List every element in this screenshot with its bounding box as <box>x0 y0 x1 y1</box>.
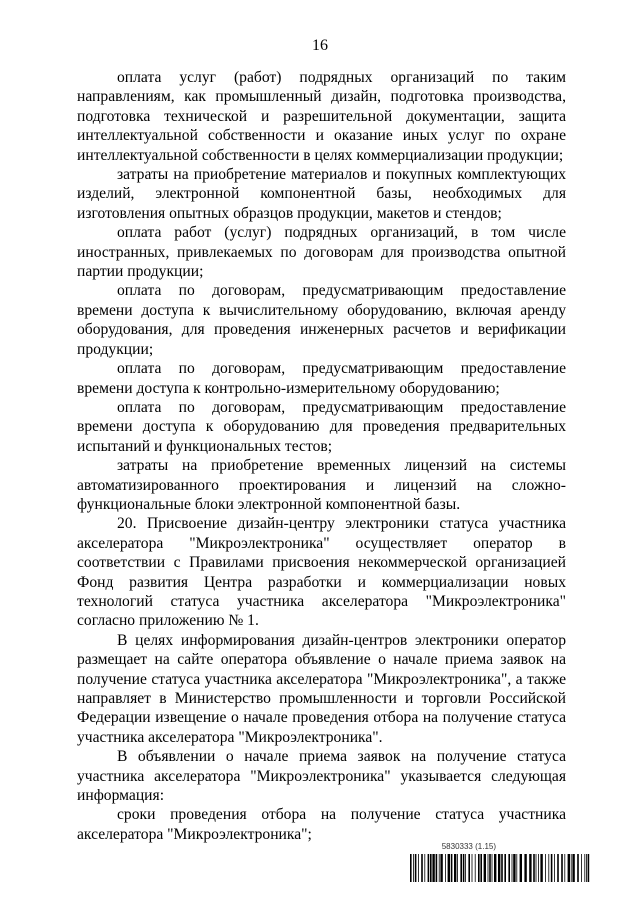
paragraph-computing-access: оплата по договорам, предусматривающим предоставление времени доступа к вычислительному оборудованию, включая аренду оборудования, для проведения инженерных расчетов и верификации продукции; <box>77 282 566 358</box>
paragraph-measurement-access: оплата по договорам, предусматривающим предоставление времени доступа к контрольно-измерительному оборудованию; <box>77 360 566 397</box>
paragraph-announcement-content: В объявлении о начале приема заявок на получение статуса участника акселератора "Микроэлектроника" указывается следующая информация: <box>77 748 566 805</box>
document-code: 5830333 (1.15) <box>441 842 496 851</box>
page-number: 16 <box>312 37 328 54</box>
document-stamp <box>410 842 590 882</box>
paragraph-selection-terms: сроки проведения отбора на получение статуса участника акселератора "Микроэлектроника"; <box>77 806 566 843</box>
paragraph-informing: В целях информирования дизайн-центров электроники оператор размещает на сайте оператора объявление о начале приема заявок на получение статуса участника акселератора "Микроэлектроника", а также направляет в Министерство промышленности и торговли Российской Федерации извещение о начале проведения отбора на получение статуса участника акселератора "Микроэлектроника". <box>77 631 566 746</box>
document-body <box>77 68 566 844</box>
paragraph-item-20: 20. Присвоение дизайн-центру электроники статуса участника акселератора "Микроэлектроника" осуществляет оператор в соответствии с Правилами присвоения некоммерческой организацией Фонд развития Центра разработки и коммерциализации новых технологий статуса участника акселератора "Микроэлектроника" согласно приложению № 1. <box>77 515 566 630</box>
paragraph-testing-access: оплата по договорам, предусматривающим предоставление времени доступа к оборудованию для проведения предварительных испытаний и функциональных тестов; <box>77 398 566 455</box>
paragraph-licenses: затраты на приобретение временных лицензий на системы автоматизированного проектирования и лицензий на сложно-функциональные блоки электронной компонентной базы. <box>77 457 566 513</box>
barcode-image <box>410 854 590 882</box>
paragraph-materials-costs: затраты на приобретение материалов и покупных комплектующих изделий, электронной компонентной базы, необходимых для изготовления опытных образцов продукции, макетов и стендов; <box>77 166 566 222</box>
paragraph-pilot-batch: оплата работ (услуг) подрядных организаций, в том числе иностранных, привлекаемых по договорам для производства опытной партии продукции; <box>77 224 566 281</box>
paragraph-contractor-services: оплата услуг (работ) подрядных организаций по таким направлениям, как промышленный дизайн, подготовка производства, подготовка технической и разрешительной документации, защита интеллектуальной собственности и оказание иных услуг по охране интеллектуальной собственности в целях коммерциализации продукции; <box>77 69 566 164</box>
